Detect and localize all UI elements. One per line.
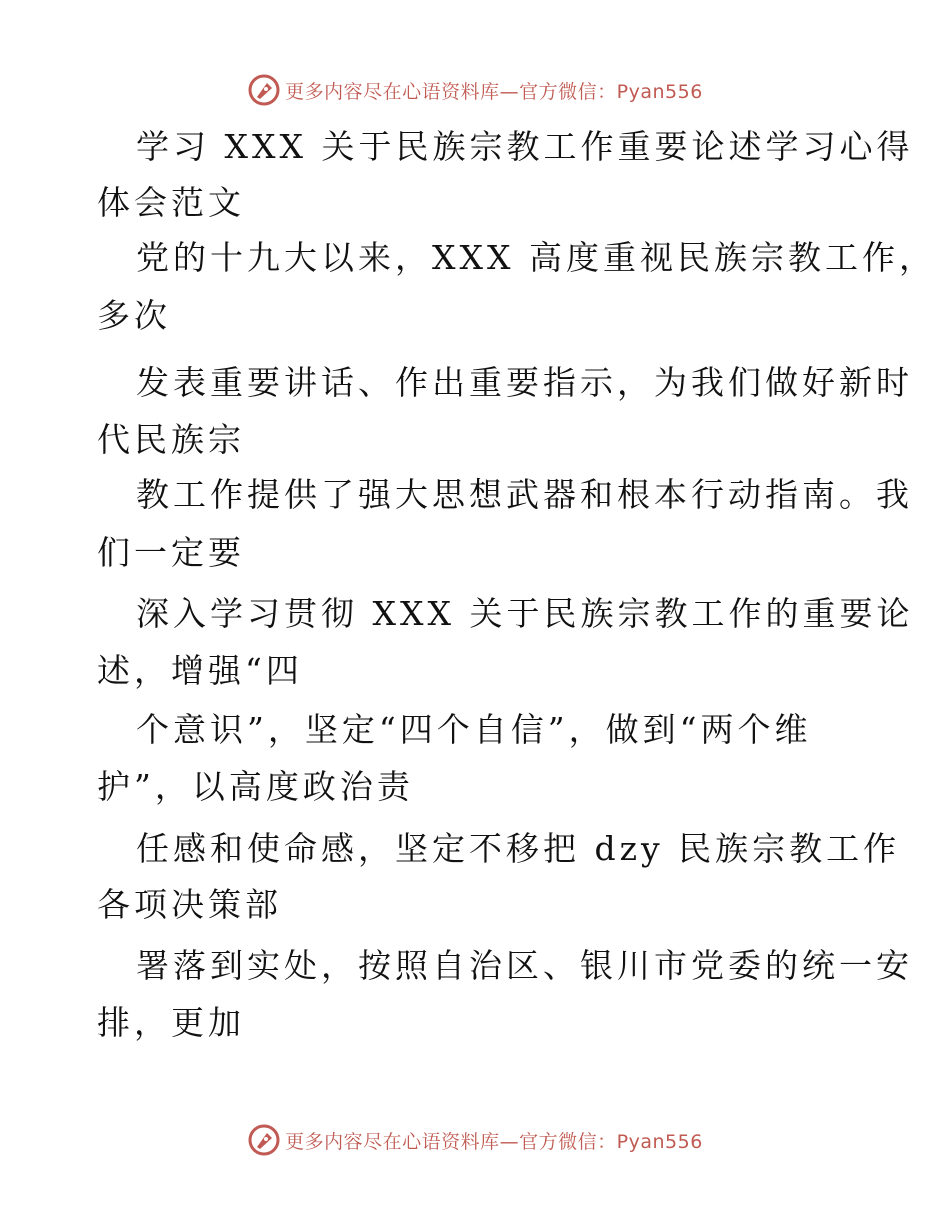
document-line: 任感和使命感，坚定不移把 dzy 民族宗教工作 — [136, 829, 901, 868]
header-banner-text: 更多内容尽在心语资料库—官方微信：Pyan556 — [285, 80, 703, 103]
document-line: 体会范文 — [97, 183, 245, 222]
pen-nib-logo-icon — [247, 1123, 281, 1157]
document-line: 述，增强“四 — [97, 651, 303, 690]
document-line: 教工作提供了强大思想武器和根本行动指南。我 — [136, 475, 913, 514]
document-line: 学习 XXX 关于民族宗教工作重要论述学习心得 — [136, 127, 914, 166]
document-line: 多次 — [97, 296, 171, 335]
document-line: 们一定要 — [97, 533, 245, 572]
document-line: 排，更加 — [97, 1003, 245, 1042]
document-line: 署落到实处，按照自治区、银川市党委的统一安 — [136, 946, 913, 985]
footer-banner — [0, 1120, 950, 1160]
document-line: 护”，以高度政治责 — [97, 767, 414, 806]
document-line: 代民族宗 — [97, 420, 245, 459]
pen-nib-logo-icon — [247, 73, 281, 107]
header-banner — [0, 70, 950, 110]
document-line: 深入学习贯彻 XXX 关于民族宗教工作的重要论 — [136, 594, 914, 633]
document-line: 党的十九大以来，XXX 高度重视民族宗教工作， — [136, 238, 936, 277]
footer-banner-text: 更多内容尽在心语资料库—官方微信：Pyan556 — [285, 1130, 703, 1153]
document-line: 个意识”，坚定“四个自信”，做到“两个维 — [136, 710, 812, 749]
document-line: 各项决策部 — [97, 885, 282, 924]
document-line: 发表重要讲话、作出重要指示，为我们做好新时 — [136, 363, 913, 402]
